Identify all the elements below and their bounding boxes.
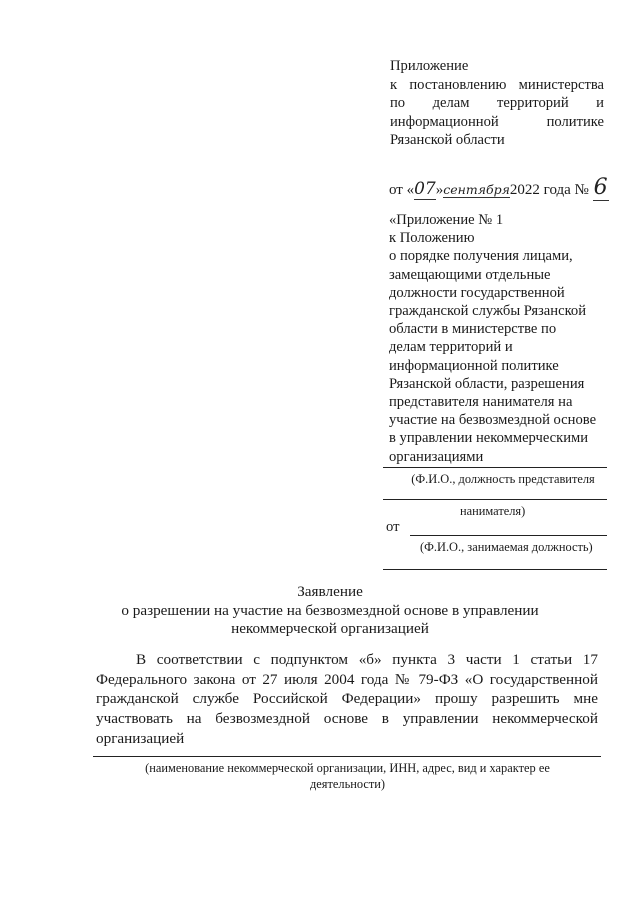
body-line3: гражданской службе Российской Федерации» прошу разрешить мне — [96, 690, 598, 708]
appendix1-line: должности государственной — [389, 284, 565, 301]
body-line5: организацией — [96, 729, 185, 747]
body-line2: Федерального закона от 27 июля 2004 года № 79-ФЗ «О государственной — [96, 670, 598, 688]
addressee-line-3 — [410, 535, 607, 536]
addressee-from: от — [386, 519, 400, 535]
statement-title-line2: о разрешении на участие на безвозмездной основе в управлении — [121, 601, 539, 619]
appendix-header — [390, 57, 604, 150]
statement-title-line1: Заявление — [297, 583, 363, 600]
body-line4: участвовать на безвозмездной основе в управлении некоммерческой — [96, 710, 598, 728]
appendix-header-line1: Приложение — [390, 58, 469, 74]
date-day-handwritten: 07 — [414, 179, 436, 199]
appendix-header-line2: к постановлению министерства — [390, 76, 604, 93]
addressee-line-2 — [383, 499, 607, 500]
appendix1-line: информационной политике — [389, 357, 559, 374]
appendix-header-line4: информационной политике — [390, 113, 604, 130]
org-caption-line1: (наименование некоммерческой организации, ИНН, адрес, вид и характер ее — [145, 761, 550, 775]
date-month-handwritten: сентября — [443, 182, 510, 197]
appendix1-line: о порядке получения лицами, — [389, 248, 573, 265]
date-mid: » — [435, 182, 444, 198]
decree-date-line — [389, 175, 614, 201]
statement-body — [96, 650, 598, 749]
addressee-line-1 — [383, 467, 607, 468]
appendix1-line: гражданской службы Рязанской — [389, 303, 587, 320]
addressee-caption-2: нанимателя) — [460, 504, 526, 518]
appendix1-line: участие на безвозмездной основе — [389, 412, 597, 429]
appendix1-line: Рязанской области, разрешения — [389, 375, 585, 392]
statement-title-line3: некоммерческой организацией — [231, 620, 429, 638]
addressee-line-4 — [383, 569, 607, 570]
appendix1-line: в управлении некоммерческими — [389, 430, 589, 447]
statement-title — [100, 583, 560, 639]
org-name-line — [93, 756, 601, 757]
appendix1-line: области в министерстве по — [389, 321, 557, 338]
appendix1-line: замещающими отдельные — [389, 266, 551, 283]
org-caption-line2: деятельности) — [309, 777, 386, 791]
addressee-caption-3: (Ф.И.О., занимаемая должность) — [420, 540, 593, 554]
date-prefix: от « — [389, 182, 415, 198]
body-line1: В соответствии с подпунктом «б» пункта 3 части 1 статьи 17 — [136, 651, 598, 668]
appendix1-block — [389, 211, 619, 466]
addressee-caption-1: (Ф.И.О., должность представителя — [411, 472, 595, 486]
date-year: 2022 года № — [509, 182, 589, 198]
appendix-header-line3: по делам территорий и — [390, 95, 604, 111]
appendix1-line: представителя нанимателя на — [389, 394, 573, 411]
appendix1-line: организациями — [389, 448, 484, 465]
appendix1-line: «Приложение № 1 — [389, 212, 504, 228]
appendix1-line: к Положению — [389, 230, 475, 247]
decree-number-handwritten: 6 — [593, 175, 608, 200]
appendix1-line: делам территорий и — [389, 339, 513, 356]
org-caption — [100, 760, 595, 792]
appendix-header-line5: Рязанской области — [390, 132, 505, 148]
